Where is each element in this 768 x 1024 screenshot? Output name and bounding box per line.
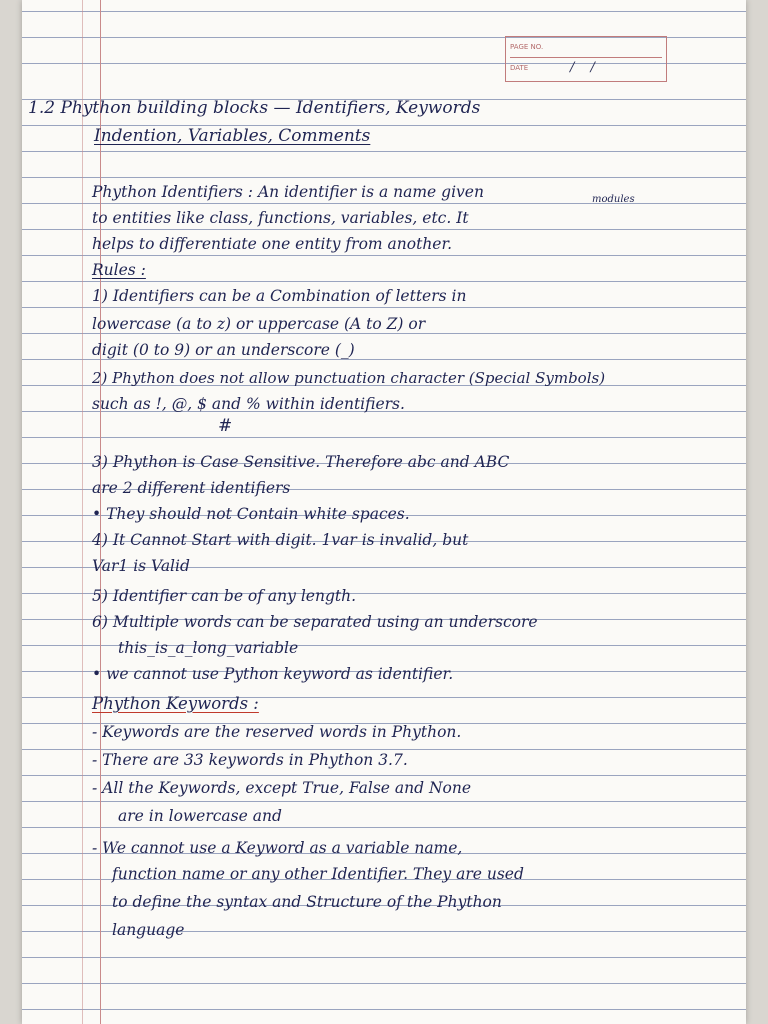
rule-1-line-2: lowercase (a to z) or uppercase (A to Z) or [92,315,426,333]
keywords-line-7: to define the syntax and Structure of the Phython [112,893,502,911]
date-label: DATE [510,64,529,72]
rule-1-line-3: digit (0 to 9) or an underscore (_) [92,341,355,359]
keywords-line-2: - There are 33 keywords in Phython 3.7. [92,751,408,769]
rule-4-line-2: Var1 is Valid [92,557,190,575]
identifiers-line-3: helps to differentiate one entity from another. [92,235,453,253]
rules-heading: Rules : [92,261,146,279]
date-value: / / [570,60,601,75]
hash-annotation: # [218,416,233,436]
keywords-line-3: - All the Keywords, except True, False and None [92,779,472,797]
rule-4-line-1: 4) It Cannot Start with digit. 1var is invalid, but [92,531,469,549]
handwritten-notes [22,0,746,1024]
identifiers-line-1: Phython Identifiers : An identifier is a name given [92,183,484,201]
rule-1-line-1: 1) Identifiers can be a Combination of letters in [92,287,467,305]
keywords-line-6: function name or any other Identifier. They are used [112,865,524,883]
rule-5: 5) Identifier can be of any length. [92,587,356,605]
keywords-heading: Phython Keywords : [92,694,259,713]
modules-annotation: modules [592,194,635,205]
heading-line-1: 1.2 Phython building blocks — Identifiers, Keywords [28,98,481,118]
keywords-line-4: are in lowercase and [118,807,282,825]
rule-6-line-2: this_is_a_long_variable [118,639,299,657]
rule-3-line-1: 3) Phython is Case Sensitive. Therefore abc and ABC [92,453,510,471]
heading-line-2: Indention, Variables, Comments [94,126,371,146]
rule-whitespace: • They should not Contain white spaces. [92,505,410,523]
keywords-line-8: language [112,921,185,939]
rule-6-line-1: 6) Multiple words can be separated using an underscore [92,613,538,631]
page-no-label: PAGE NO. [510,43,544,51]
identifiers-line-2: to entities like class, functions, variables, etc. It [92,209,469,227]
rule-2-line-2: such as !, @, $ and % within identifiers. [92,395,405,413]
keywords-line-1: - Keywords are the reserved words in Phython. [92,723,462,741]
notebook-page [22,0,746,1024]
rule-2-line-1: 2) Phython does not allow punctuation character (Special Symbols) [92,369,606,387]
rule-3-line-2: are 2 different identifiers [92,479,291,497]
rule-keyword: • we cannot use Python keyword as identifier. [92,665,454,683]
keywords-line-5: - We cannot use a Keyword as a variable name, [92,839,463,857]
